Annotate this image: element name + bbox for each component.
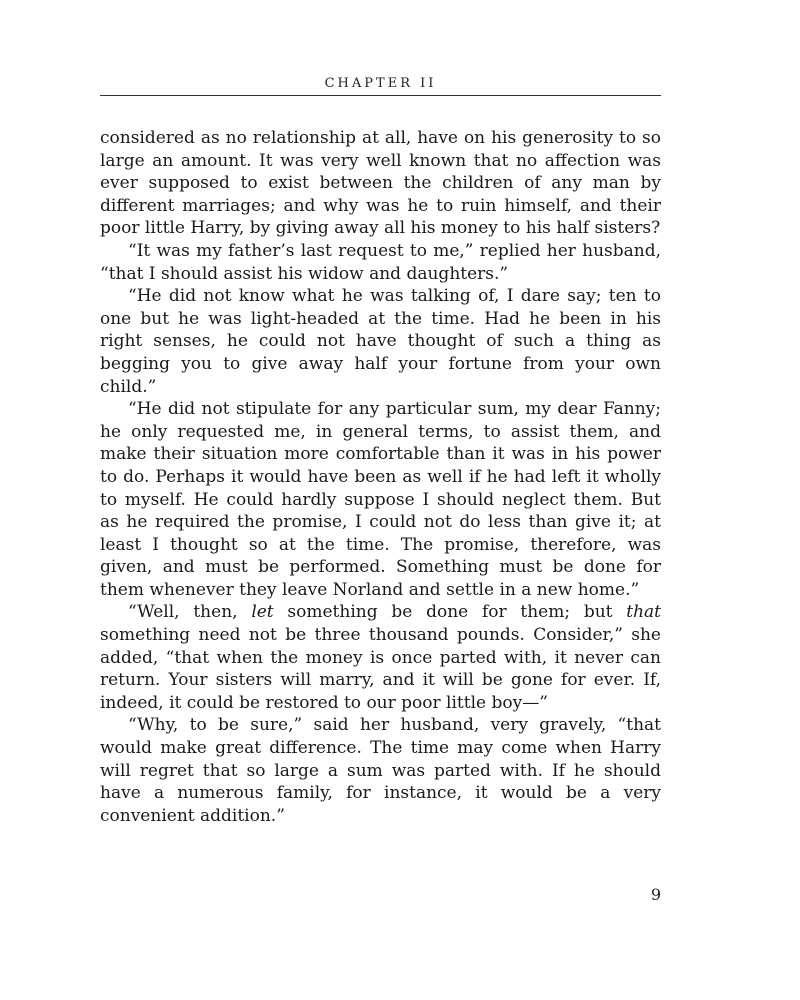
body-text xyxy=(100,127,661,827)
paragraph-4: “He did not stipulate for any particular sum, my dear Fanny; he only requested me, in general terms, to assist them, and make their situation more comfortable than it was in his power to do. Perhaps it would have been as well if he had left it wholly to myself. He could hardly suppose I should neglect them. But as he required the promise, I could not do less than give it; at least I thought so at the time. The promise, therefore, was given, and must be performed. Something must be done for them whenever they leave Norland and settle in a new home.” xyxy=(100,399,661,600)
paragraph-5-part-a: “Well, then, xyxy=(128,602,252,623)
paragraph-3: “He did not know what he was talking of, I dare say; ten to one but he was light-headed at the time. Had he been in his right senses, he could not have thought of such a thing as begging you to give away half your fortune from your own child.” xyxy=(100,286,661,397)
page-number: 9 xyxy=(650,885,661,904)
header-rule xyxy=(100,95,661,96)
paragraph-2: “It was my father’s last request to me,” replied her husband, “that I should assist his widow and daughters.” xyxy=(100,240,661,284)
paragraph-6: “Why, to be sure,” said her husband, very gravely, “that would make great difference. The time may come when Harry will regret that so large a sum was parted with. If he should have a numerous family, for instance, it would be a very convenient addition.” xyxy=(100,715,661,826)
emphasis-let: let xyxy=(251,602,274,623)
running-head: CHAPTER II xyxy=(324,76,437,91)
emphasis-that: that xyxy=(626,602,661,623)
paragraph-1: considered as no relationship at all, have on his generosity to so large an amount. It was very well known that no affection was ever supposed to exist between the children of any man by different marriages; and why was he to ruin himself, and their poor little Harry, by giving away all his money to his half sisters? xyxy=(100,128,661,239)
paragraph-5 xyxy=(100,601,661,714)
paragraph-5-part-c: something need not be three thousand pounds. Consider,” she added, “that when the money is once parted with, it never can return. Your sisters will marry, and it will be gone for ever. If, indeed, it could be restored to our poor little boy—” xyxy=(100,625,661,713)
paragraph-5-part-b: something be done for them; but xyxy=(273,602,627,623)
